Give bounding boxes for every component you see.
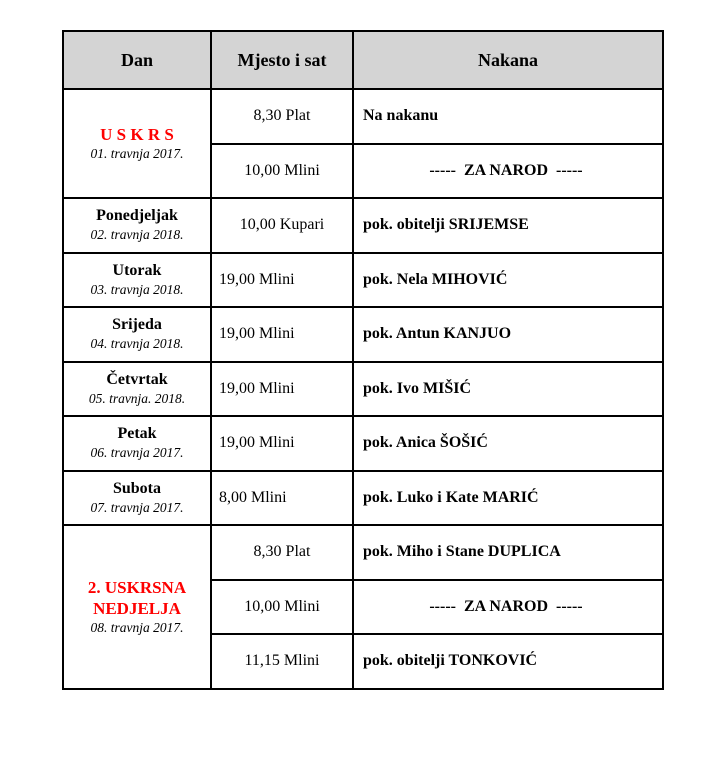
table-row: [63, 471, 663, 526]
intention-cell: pok. Antun KANJUO: [353, 307, 663, 362]
day-cell-uskrs: [63, 89, 211, 198]
table-row: [63, 307, 663, 362]
day-name: Ponedjeljak: [96, 207, 178, 225]
day-name: Utorak: [112, 261, 162, 279]
day-date: 02. travnja 2018.: [90, 227, 184, 243]
intention-cell: ----- ZA NAROD -----: [353, 144, 663, 199]
time-cell: 19,00 Mlini: [211, 253, 353, 308]
table-row: [63, 89, 663, 144]
day-date: 05. travnja. 2018.: [88, 390, 186, 406]
day-cell-uskrsna-nedjelja: [63, 525, 211, 689]
day-date: 03. travnja 2018.: [90, 281, 184, 297]
time-cell: 19,00 Mlini: [211, 307, 353, 362]
header-place-time: Mjesto i sat: [211, 31, 353, 89]
table-header-row: [63, 31, 663, 89]
intention-cell: pok. Anica ŠOŠIĆ: [353, 416, 663, 471]
header-day: Dan: [63, 31, 211, 89]
day-cell-subota: [63, 471, 211, 526]
day-name: Subota: [112, 479, 162, 497]
day-cell-ponedjeljak: [63, 198, 211, 253]
intention-cell: pok. obitelji SRIJEMSE: [353, 198, 663, 253]
day-date: 04. travnja 2018.: [90, 336, 184, 352]
intention-cell: ----- ZA NAROD -----: [353, 580, 663, 635]
table-row: [63, 253, 663, 308]
day-date: 01. travnja 2017.: [90, 146, 184, 162]
table-row: [63, 198, 663, 253]
intention-cell: pok. Ivo MIŠIĆ: [353, 362, 663, 417]
day-name: 2. USKRSNA NEDJELJA: [87, 577, 187, 618]
day-name: Četvrtak: [106, 370, 168, 388]
time-cell: 8,00 Mlini: [211, 471, 353, 526]
day-cell-srijeda: [63, 307, 211, 362]
time-cell: 10,00 Mlini: [211, 144, 353, 199]
intention-cell: pok. obitelji TONKOVIĆ: [353, 634, 663, 689]
table-row: [63, 525, 663, 580]
time-cell: 10,00 Kupari: [211, 198, 353, 253]
time-cell: 8,30 Plat: [211, 89, 353, 144]
time-cell: 19,00 Mlini: [211, 416, 353, 471]
day-cell-utorak: [63, 253, 211, 308]
day-cell-petak: [63, 416, 211, 471]
day-cell-cetvrtak: [63, 362, 211, 417]
time-cell: 8,30 Plat: [211, 525, 353, 580]
intention-cell: Na nakanu: [353, 89, 663, 144]
day-name: Petak: [117, 425, 157, 443]
day-date: 08. travnja 2017.: [90, 620, 184, 636]
time-cell: 10,00 Mlini: [211, 580, 353, 635]
day-date: 06. travnja 2017.: [90, 445, 184, 461]
day-date: 07. travnja 2017.: [90, 499, 184, 515]
time-cell: 19,00 Mlini: [211, 362, 353, 417]
mass-schedule-table: [62, 30, 664, 690]
table-row: [63, 362, 663, 417]
intention-cell: pok. Luko i Kate MARIĆ: [353, 471, 663, 526]
intention-cell: pok. Nela MIHOVIĆ: [353, 253, 663, 308]
header-intention: Nakana: [353, 31, 663, 89]
day-name: Srijeda: [112, 316, 162, 334]
intention-cell: pok. Miho i Stane DUPLICA: [353, 525, 663, 580]
day-name: U S K R S: [100, 124, 174, 144]
time-cell: 11,15 Mlini: [211, 634, 353, 689]
table-row: [63, 416, 663, 471]
